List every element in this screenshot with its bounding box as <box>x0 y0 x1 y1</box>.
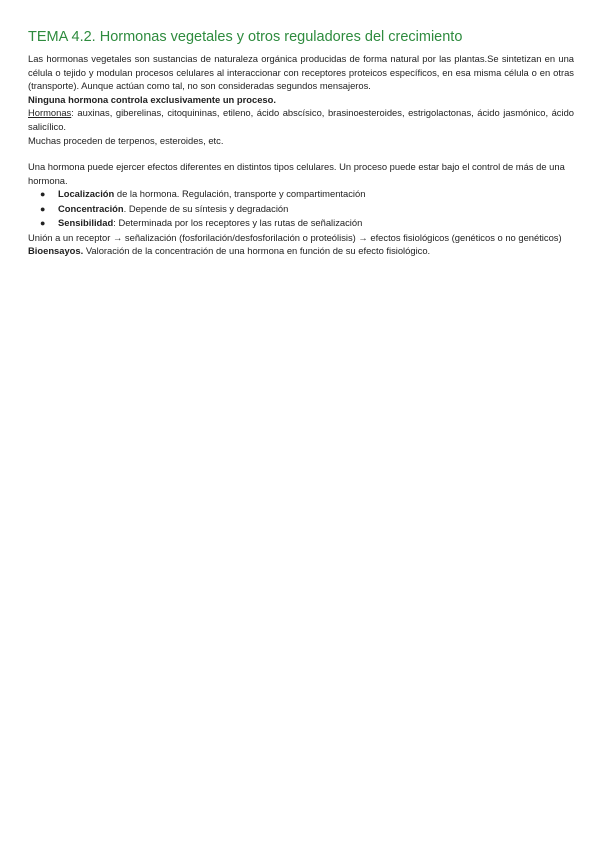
bullet-icon: ● <box>40 203 46 214</box>
document-page <box>28 28 574 258</box>
bullet-text: : Determinada por los receptores y las rutas de señalización <box>113 217 363 229</box>
efectos-paragraph: Una hormona puede ejercer efectos diferentes en distintos tipos celulares. Un proceso puede estar bajo el control de más de una hormona. <box>28 161 565 186</box>
union-paragraph: Unión a un receptor → señalización (fosforilación/desfosforilación o proteólisis) → efectos fisiológicos (genéticos o no genéticos) <box>28 231 562 243</box>
bioensayos-term: Bioensayos. <box>28 245 84 257</box>
paragraph-gap <box>28 147 574 160</box>
origen-paragraph: Muchas proceden de terpenos, esteroides, etc. <box>28 134 224 146</box>
bullet-icon: ● <box>40 189 46 200</box>
bold-statement: Ninguna hormona controla exclusivamente un proceso. <box>28 93 276 105</box>
hormonas-paragraph <box>28 106 574 133</box>
page-title: TEMA 4.2. Hormonas vegetales y otros reguladores del crecimiento <box>28 29 463 45</box>
bullet-icon: ● <box>40 218 46 229</box>
bioensayos-text: Valoración de la concentración de una hormona en función de su efecto fisiológico. <box>83 245 431 257</box>
intro-paragraph: Las hormonas vegetales son sustancias de naturaleza orgánica producidas de forma natural por las plantas.Se sintetizan en una célula o tejido y modulan procesos celulares al interaccionar con receptores proteicos específicos, en esa misma célula o en otras (transporte). Aunque actúan como tal, no son consideradas segundos mensajeros. <box>28 53 574 92</box>
bullet-term: Localización <box>58 188 115 200</box>
hormonas-list: : auxinas, giberelinas, citoquininas, etileno, ácido abscísico, brasinoesteroides, estrigolactonas, ácido jasmónico, ácido salicílico. <box>28 107 574 132</box>
list-item <box>28 202 574 216</box>
bullet-term: Sensibilidad <box>58 217 114 229</box>
list-item <box>28 187 574 201</box>
bioensayos-paragraph <box>28 244 574 258</box>
bullet-text: de la hormona. Regulación, transporte y compartimentación <box>114 188 366 200</box>
hormonas-label: Hormonas <box>28 107 72 119</box>
bullet-list <box>28 187 574 230</box>
list-item <box>28 216 574 230</box>
bullet-term: Concentración <box>58 202 124 214</box>
bullet-text: . Depende de su síntesis y degradación <box>123 202 289 214</box>
